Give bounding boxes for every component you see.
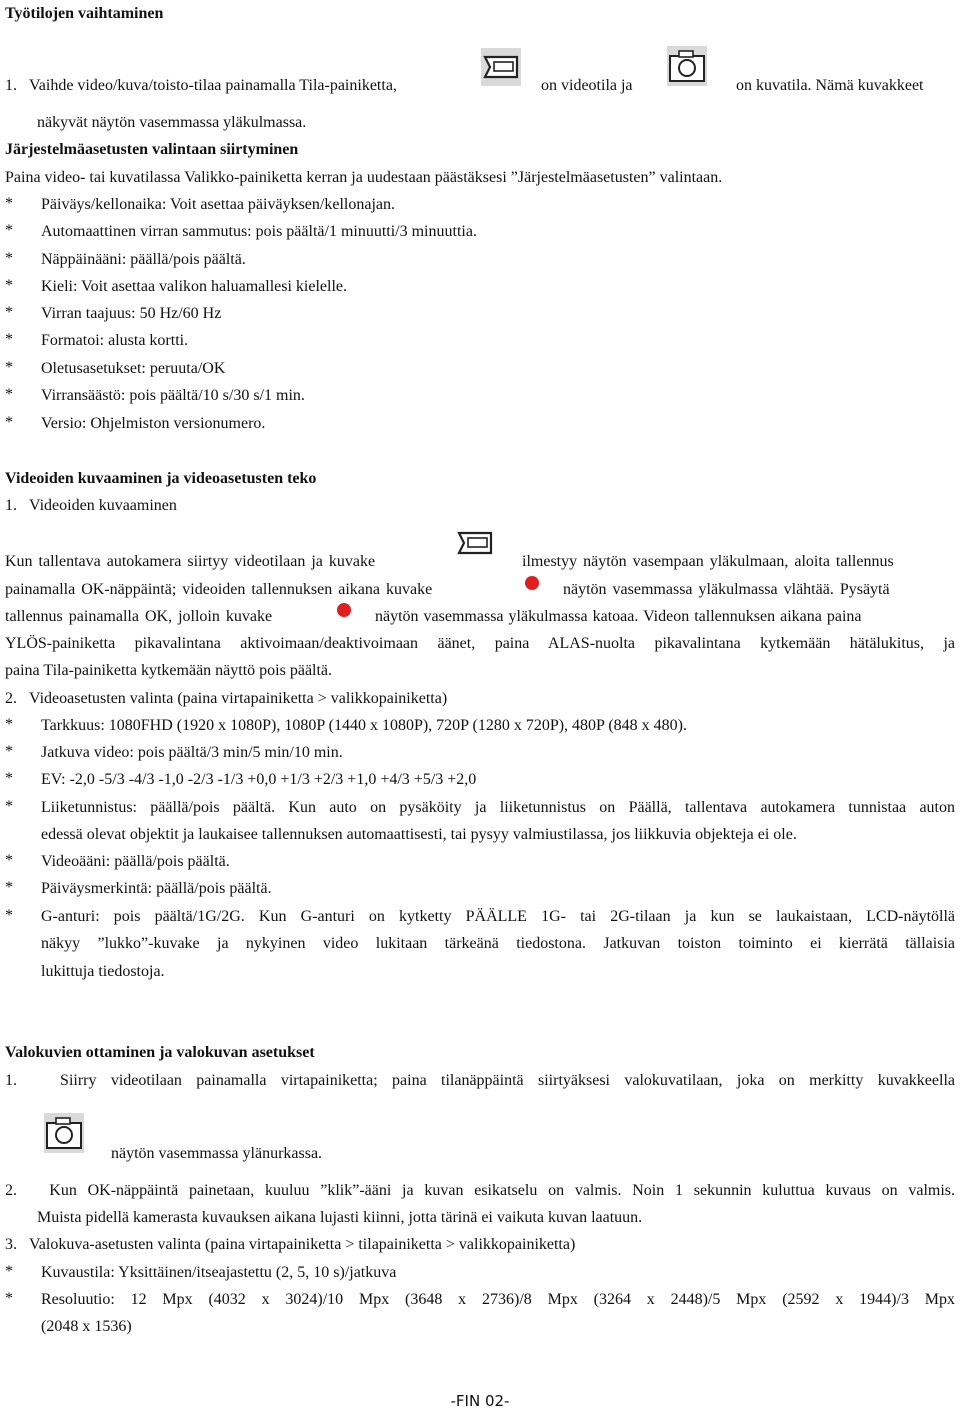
bullet: *	[5, 359, 13, 376]
video-para-line-1a: Kun tallentava autokamera siirtyy videotilaan ja kuvake	[5, 553, 376, 570]
bullet: *	[5, 222, 13, 239]
video-subheading-2: 2. Videoasetusten valinta (paina virtapainiketta > valikkopainiketta)	[5, 690, 448, 707]
record-dot-icon	[336, 602, 352, 618]
section-heading-video: Videoiden kuvaaminen ja videoasetusten teko	[5, 470, 317, 487]
system-setting-item: Automaattinen virran sammutus: pois päältä/1 minuutti/3 minuuttia.	[41, 223, 477, 240]
bullet: *	[5, 879, 13, 896]
bullet: *	[5, 386, 13, 403]
bullet: *	[5, 852, 13, 869]
section-heading-system-settings: Järjestelmäasetusten valintaan siirtyminen	[5, 141, 299, 158]
bullet: *	[5, 331, 13, 348]
system-setting-item: Oletusasetukset: peruuta/OK	[41, 360, 226, 377]
bullet: *	[5, 907, 13, 924]
video-para-line-2a: painamalla OK-näppäintä; videoiden tallennuksen aikana kuvake	[5, 581, 433, 598]
bullet: *	[5, 250, 13, 267]
photo-item-2-line-2: Muista pidellä kamerasta kuvauksen aikana lujasti kiinni, jotta tärinä ei vaikuta kuvan laatuun.	[37, 1209, 643, 1226]
workmodes-item-1-part-c: on kuvatila. Nämä kuvakkeet	[736, 77, 924, 94]
video-subheading-1: 1. Videoiden kuvaaminen	[5, 497, 177, 514]
video-para-line-5: paina Tila-painiketta kytkemään näyttö pois päältä.	[5, 662, 333, 679]
bullet: *	[5, 1290, 13, 1307]
video-camera-icon	[481, 48, 521, 86]
video-para-line-4: YLÖS-painiketta pikavalintana aktivoimaan/deaktivoimaan äänet, paina ALAS-nuolta pikavalintana kytkemään hätälukitus, ja	[5, 635, 955, 652]
video-para-line-2b: näytön vasemmassa yläkulmassa vlähtää. Pysäytä	[563, 581, 890, 598]
video-setting-gsensor-line-3: lukittuja tiedostoja.	[41, 963, 165, 980]
video-camera-icon	[455, 524, 495, 562]
system-setting-item: Päiväys/kellonaika: Voit asettaa päiväyksen/kellonajan.	[41, 196, 395, 213]
photo-setting-resolution-line-2: (2048 x 1536)	[41, 1318, 132, 1335]
system-settings-intro: Paina video- tai kuvatilassa Valikko-painiketta kerran ja uudestaan päästäksesi ”Järjestelmäasetusten” valintaan.	[5, 169, 723, 186]
workmodes-item-1-part-a: 1. Vaihde video/kuva/toisto-tilaa painamalla Tila-painiketta,	[5, 77, 397, 94]
workmodes-item-1-part-d: näkyvät näytön vasemmassa yläkulmassa.	[37, 114, 307, 131]
video-para-line-1b: ilmestyy näytön vasempaan yläkulmaan, aloita tallennus	[522, 553, 894, 570]
photo-item-1-line-1: 1. Siirry videotilaan painamalla virtapainiketta; paina tilanäppäintä siirtyäksesi valokuvatilaan, joka on merkitty kuvakkeella	[5, 1072, 955, 1089]
video-setting-datestamp: Päiväysmerkintä: päällä/pois päältä.	[41, 880, 272, 897]
video-para-line-3b: näytön vasemmassa yläkulmassa katoaa. Videon tallennuksen aikana paina	[375, 608, 862, 625]
section-heading-photo: Valokuvien ottaminen ja valokuvan asetukset	[5, 1044, 315, 1061]
bullet: *	[5, 195, 13, 212]
workmodes-item-1-part-b: on videotila ja	[541, 77, 633, 94]
system-setting-item: Kieli: Voit asettaa valikon haluamallesi kielelle.	[41, 278, 347, 295]
section-heading-workmodes: Työtilojen vaihtaminen	[5, 5, 164, 22]
bullet: *	[5, 277, 13, 294]
photo-setting-capture-mode: Kuvaustila: Yksittäinen/itseajastettu (2, 5, 10 s)/jatkuva	[41, 1264, 397, 1281]
bullet: *	[5, 304, 13, 321]
system-setting-item: Versio: Ohjelmiston versionumero.	[41, 415, 266, 432]
photo-setting-resolution-line-1: Resoluutio: 12 Mpx (4032 x 3024)/10 Mpx (3648 x 2736)/8 Mpx (3264 x 2448)/5 Mpx (2592 x 1944)/3 Mpx	[41, 1291, 955, 1308]
video-setting-motion-line-1: Liiketunnistus: päällä/pois päältä. Kun auto on pysäköity ja liiketunnistus on Päällä, tallentava autokamera tunnistaa auton	[41, 799, 955, 816]
bullet: *	[5, 716, 13, 733]
bullet: *	[5, 743, 13, 760]
photo-item-2-line-1: 2. Kun OK-näppäintä painetaan, kuuluu ”klik”-ääni ja kuvan esikatselu on valmis. Noin 1 sekunnin kuluttua kuvaus on valmis.	[5, 1182, 955, 1199]
video-setting-loop: Jatkuva video: pois päältä/3 min/5 min/10 min.	[41, 744, 343, 761]
video-setting-gsensor-line-1: G-anturi: pois päältä/1G/2G. Kun G-anturi on kytketty PÄÄLLE 1G- tai 2G-tilaan ja kun se laukaistaan, LCD-näytöllä	[41, 908, 955, 925]
bullet: *	[5, 798, 13, 815]
video-para-line-3a: tallennus painamalla OK, jolloin kuvake	[5, 608, 273, 625]
photo-item-3: 3. Valokuva-asetusten valinta (paina virtapainiketta > tilapainiketta > valikkopainiketta)	[5, 1236, 576, 1253]
video-setting-resolution: Tarkkuus: 1080FHD (1920 x 1080P), 1080P (1440 x 1080P), 720P (1280 x 720P), 480P (848 x 480).	[41, 717, 687, 734]
photo-camera-icon	[44, 1113, 84, 1153]
bullet: *	[5, 770, 13, 787]
video-setting-gsensor-line-2: näkyy ”lukko”-kuvake ja nykyinen video lukitaan tärkeänä tiedostona. Jatkuvan toiston toiminto ei kierrätä tällaisia	[41, 935, 955, 952]
system-setting-item: Näppäinääni: päällä/pois päältä.	[41, 251, 246, 268]
video-setting-audio: Videoääni: päällä/pois päältä.	[41, 853, 230, 870]
bullet: *	[5, 1263, 13, 1280]
system-setting-item: Formatoi: alusta kortti.	[41, 332, 189, 349]
page-number: -FIN 02-	[450, 1392, 510, 1410]
video-setting-ev: EV: -2,0 -5/3 -4/3 -1,0 -2/3 -1/3 +0,0 +1/3 +2/3 +1,0 +4/3 +5/3 +2,0	[41, 771, 477, 788]
system-setting-item: Virran taajuus: 50 Hz/60 Hz	[41, 305, 222, 322]
bullet: *	[5, 414, 13, 431]
record-dot-icon	[524, 575, 540, 591]
system-setting-item: Virransäästö: pois päältä/10 s/30 s/1 min.	[41, 387, 305, 404]
photo-camera-icon	[667, 46, 707, 86]
photo-item-1-line-2: näytön vasemmassa ylänurkassa.	[111, 1145, 323, 1162]
video-setting-motion-line-2: edessä olevat objektit ja laukaisee tallennuksen automaattisesti, tai pysyy valmiustilassa, jos liikkuvia objekteja ei ole.	[41, 826, 797, 843]
